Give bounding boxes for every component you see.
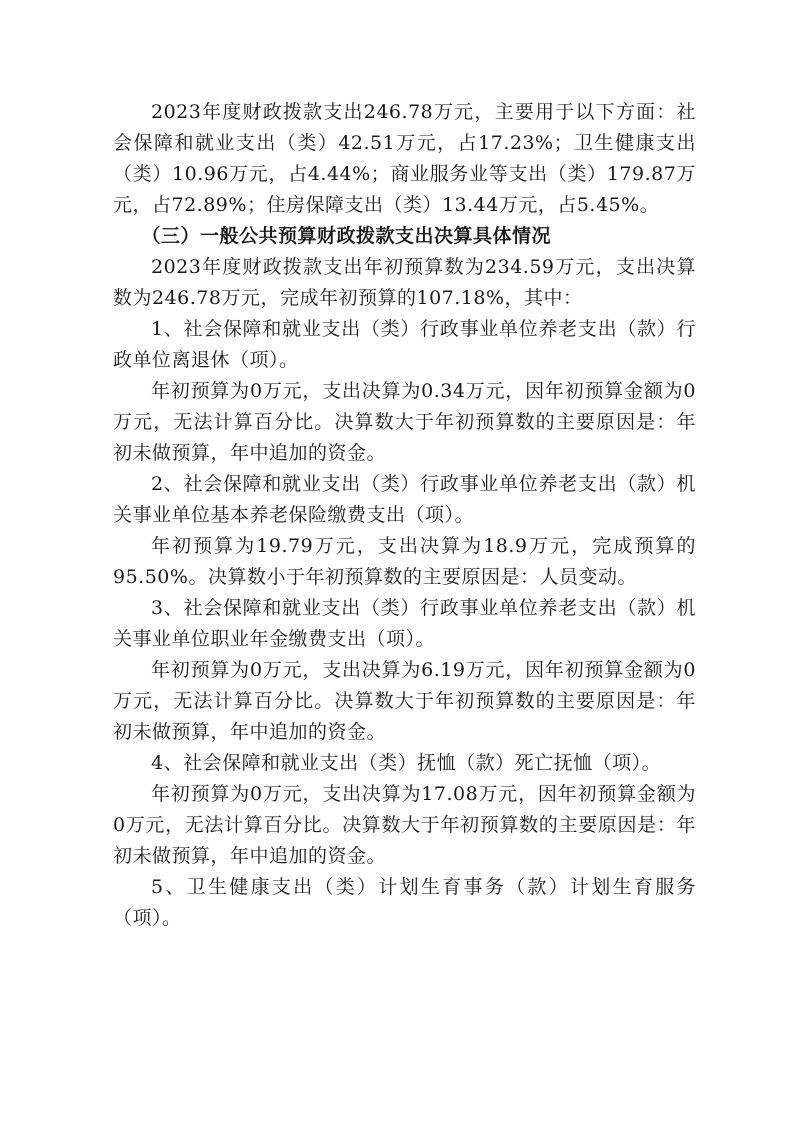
- item-1-detail: 年初预算为0万元，支出决算为0.34万元，因年初预算金额为0万元，无法计算百分比。决算数大于年初预算数的主要原因是：年初未做预算，年中追加的资金。: [113, 380, 696, 464]
- item-5-title: 5、卫生健康支出（类）计划生育事务（款）计划生育服务（项）。: [113, 876, 696, 929]
- item-3-title: 3、社会保障和就业支出（类）行政事业单位养老支出（款）机关事业单位职业年金缴费支出（项）。: [113, 597, 696, 650]
- item-3-detail: 年初预算为0万元，支出决算为6.19万元，因年初预算金额为0万元，无法计算百分比。决算数大于年初预算数的主要原因是：年初未做预算，年中追加的资金。: [113, 659, 696, 743]
- paragraph-expenditure-summary: 2023年度财政拨款支出246.78万元，主要用于以下方面：社会保障和就业支出（类）42.51万元，占17.23%；卫生健康支出（类）10.96万元，占4.44%；商业服务业等支出（类）179.87万元，占72.89%；住房保障支出（类）13.44万元，占5.45%。: [113, 101, 696, 216]
- item-4-detail: 年初预算为0万元，支出决算为17.08万元，因年初预算金额为0万元，无法计算百分比。决算数大于年初预算数的主要原因是：年初未做预算，年中追加的资金。: [113, 783, 696, 867]
- paragraph-budget-overview: 2023年度财政拨款支出年初预算数为234.59万元，支出决算数为246.78万元，完成年初预算的107.18%，其中：: [113, 256, 696, 309]
- item-2-detail: 年初预算为19.79万元，支出决算为18.9万元，完成预算的95.50%。决算数小于年初预算数的主要原因是：人员变动。: [113, 535, 696, 588]
- item-2-title: 2、社会保障和就业支出（类）行政事业单位养老支出（款）机关事业单位基本养老保险缴费支出（项）。: [113, 473, 696, 526]
- document-body: [113, 97, 696, 934]
- item-1-title: 1、社会保障和就业支出（类）行政事业单位养老支出（款）行政单位离退休（项）。: [113, 318, 696, 371]
- section-heading: （三）一般公共预算财政拨款支出决算具体情况: [141, 225, 552, 247]
- item-4-title: 4、社会保障和就业支出（类）抚恤（款）死亡抚恤（项）。: [151, 752, 662, 774]
